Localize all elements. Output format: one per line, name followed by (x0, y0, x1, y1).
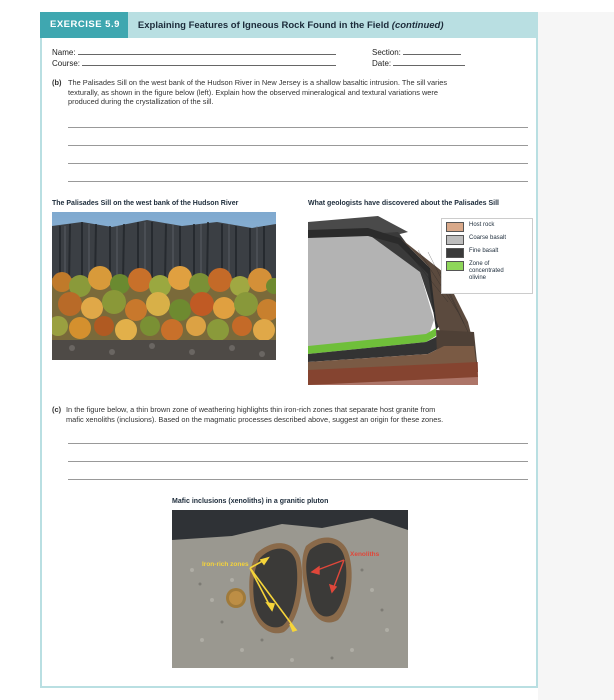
legend-swatch-fine-basalt (446, 248, 464, 258)
legend-swatch-host-rock (446, 222, 464, 232)
answer-line-b4[interactable] (68, 181, 528, 182)
course-field[interactable]: Course: (52, 59, 336, 68)
iron-zones-label: Iron-rich zones (202, 561, 249, 568)
legend-label-host-rock: Host rock (469, 222, 495, 228)
question-c-letter: (c) (52, 405, 62, 414)
exercise-title: Explaining Features of Igneous Rock Found in the Field (continued) (137, 19, 444, 31)
legend-item-olivine (446, 261, 530, 282)
xenolith-photo-caption: Mafic inclusions (xenoliths) in a granitic pluton (172, 498, 329, 505)
answer-line-c2[interactable] (68, 461, 528, 462)
legend-item-coarse-basalt (446, 235, 530, 245)
palisades-photo-caption: The Palisades Sill on the west bank of the Hudson River (52, 200, 239, 207)
sill-legend (446, 222, 530, 285)
sill-diagram-caption: What geologists have discovered about the Palisades Sill (308, 200, 499, 207)
xenoliths-label: Xenoliths (350, 551, 380, 558)
xenolith-outcrop-image (172, 510, 408, 668)
question-b-line: The Palisades Sill on the west bank of the Hudson River in New Jersey is a shallow basaltic intrusion. The sill varies (68, 78, 448, 87)
question-b-line: texturally, as shown in the figure below (left). Explain how the observed mineralogical and textural variations were (68, 87, 438, 97)
question-c-line: mafic xenoliths (inclusions). Based on the magmatic processes described above, suggest an origin for these zones. (66, 414, 444, 424)
exercise-header (40, 12, 538, 38)
palisades-cliff-image (52, 212, 276, 360)
page-margin-shadow (538, 12, 614, 700)
question-c (52, 405, 532, 424)
legend-item-host-rock (446, 222, 530, 232)
answer-line-b2[interactable] (68, 145, 528, 146)
palisades-photo (52, 212, 276, 360)
question-b-letter: (b) (52, 78, 62, 87)
answer-line-b1[interactable] (68, 127, 528, 128)
question-b (52, 78, 532, 107)
section-field[interactable]: Section: (372, 48, 461, 57)
answer-line-c1[interactable] (68, 443, 528, 444)
legend-label-coarse-basalt: Coarse basalt (469, 235, 507, 241)
date-field[interactable]: Date: (372, 59, 465, 68)
legend-label-olivine: Zone of concentrated olivine (469, 261, 504, 281)
legend-label-fine-basalt: Fine basalt (469, 248, 499, 254)
legend-swatch-olivine (446, 261, 464, 271)
question-c-line: In the figure below, a thin brown zone of weathering highlights thin iron-rich zones that separate host granite from (66, 405, 436, 414)
name-field[interactable]: Name: (52, 48, 336, 57)
answer-line-c3[interactable] (68, 479, 528, 480)
legend-swatch-coarse-basalt (446, 235, 464, 245)
question-b-line: produced during the crystallization of the sill. (68, 97, 214, 106)
xenolith-photo (172, 510, 408, 668)
legend-item-fine-basalt (446, 248, 530, 258)
exercise-label: EXERCISE 5.9 (40, 12, 128, 38)
answer-line-b3[interactable] (68, 163, 528, 164)
